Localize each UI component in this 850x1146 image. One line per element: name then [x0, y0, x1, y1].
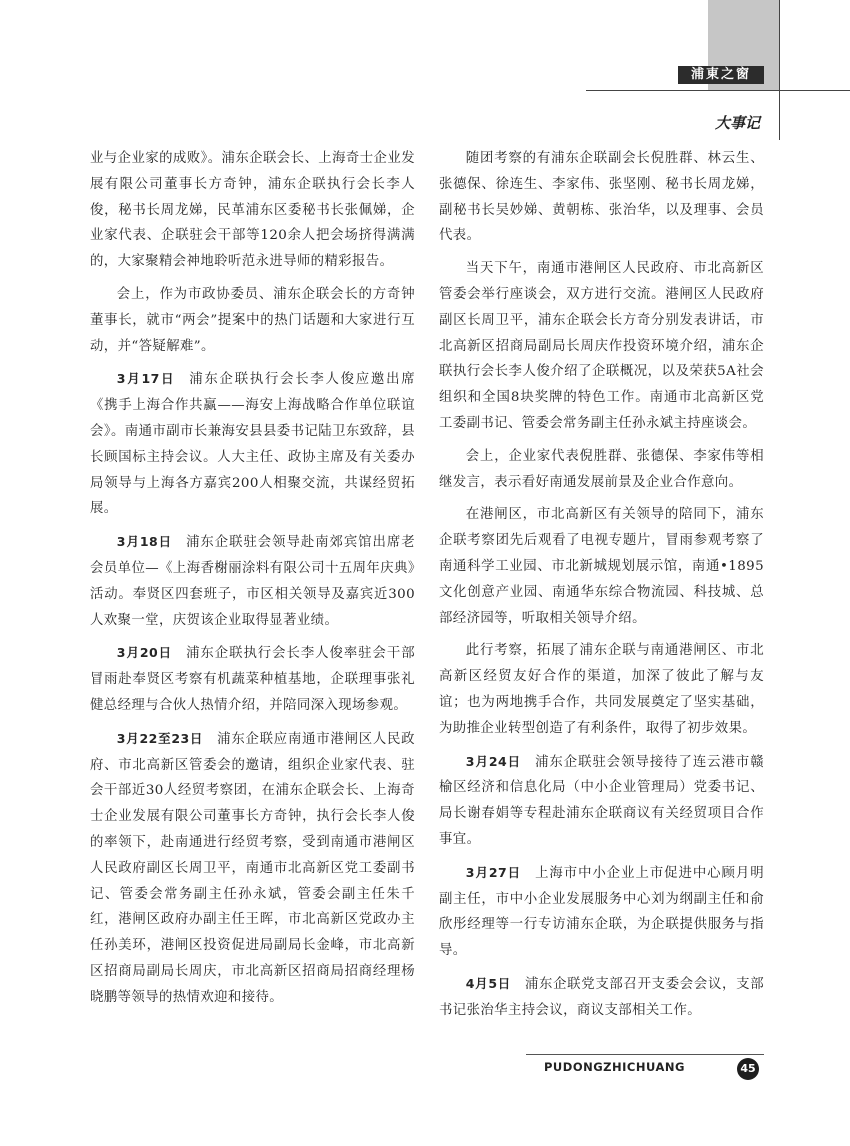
brand-logo: 浦東之窗: [678, 66, 764, 84]
event-paragraph: [90, 640, 415, 718]
event-date: 4月5日: [465, 975, 511, 991]
paragraph-text: 浦东企联应南通市港闸区人民政府、市北高新区管委会的邀请，组织企业家代表、驻会干部近30人经贸考察团，在浦东企联会长、上海奇士企业发展有限公司董事长方奇钟，执行会长李人俊的率领下，赴南通进行经贸考察，受到南通市港闸区人民政府副区长周卫平，南通市北高新区党工委副书记、管委会常务副主任孙永斌，管委会副主任朱千红，港闸区政府办副主任王晖，市北高新区党政办主任孙美环，港闸区投资促进局副局长金峰，市北高新区招商局副局长周庆，市北高新区招商局招商经理杨晓鹏等领导的热情欢迎和接待。: [90, 731, 415, 1005]
paragraph: [439, 638, 764, 741]
left-column: [90, 146, 415, 1018]
right-column: [439, 146, 764, 1031]
paragraph-text: 会上，作为市政协委员、浦东企联会长的方奇钟董事长，就市“两会”提案中的热门话题和大家进行互动，并“答疑解难”。: [90, 286, 415, 354]
paragraph: [439, 444, 764, 496]
event-paragraph: [90, 366, 415, 522]
paragraph: [90, 282, 415, 359]
event-paragraph: [90, 726, 415, 1011]
event-date: 3月27日: [465, 864, 522, 880]
paragraph-text: 此行考察，拓展了浦东企联与南通港闸区、市北高新区经贸友好合作的渠道，加深了彼此了解与友谊；也为两地携手合作，共同发展奠定了坚实基础，为助推企业转型创造了有利条件，取得了初步效果。: [439, 643, 764, 736]
magazine-name: PUDONGZHICHUANG: [544, 1060, 685, 1074]
paragraph: [439, 502, 764, 631]
paragraph-text: 浦东企联驻会领导赴南郊宾馆出席老会员单位—《上海香榭丽涂料有限公司十五周年庆典》活动。奉贤区四套班子，市区相关领导及嘉宾近300人欢聚一堂，庆贺该企业取得显著业绩。: [90, 535, 415, 628]
header-rule: [586, 90, 850, 91]
event-paragraph: [90, 529, 415, 633]
event-date: 3月17日: [116, 371, 176, 387]
event-date: 3月22至23日: [116, 730, 204, 746]
page-number: 45: [737, 1058, 759, 1080]
paragraph: [439, 256, 764, 437]
paragraph-text: 浦东企联执行会长李人俊率驻会干部冒雨赴奉贤区考察有机蔬菜种植基地，企联理事张礼健总经理与合伙人热情介绍，并陪同深入现场参观。: [90, 646, 415, 713]
paragraph-text: 当天下午，南通市港闸区人民政府、市北高新区管委会举行座谈会，双方进行交流。港闸区人民政府副区长周卫平，浦东企联会长方奇分别发表讲话，市北高新区招商局副局长周庆作投资环境介绍，浦东企联执行会长李人俊介绍了企联概况，以及荣获5A社会组织和全国8块奖牌的特色工作。南通市北高新区党工委副书记、管委会常务副主任孙永斌主持座谈会。: [439, 261, 764, 431]
paragraph-text: 浦东企联党支部召开支委会会议，支部书记张治华主持会议，商议支部相关工作。: [439, 976, 764, 1018]
paragraph-text: 会上，企业家代表倪胜群、张德保、李家伟等相继发言，表示看好南通发展前景及企业合作意向。: [439, 448, 764, 490]
paragraph-text: 业与企业家的成败》。浦东企联会长、上海奇士企业发展有限公司董事长方奇钟，浦东企联执行会长李人俊，秘书长周龙娣，民革浦东区委秘书长张佩娣，企业家代表、企联驻会干部等120余人把会场挤得满满的，大家聚精会神地聆听范永进导师的精彩报告。: [90, 151, 415, 270]
footer-rule: [526, 1054, 764, 1055]
event-date: 3月20日: [116, 645, 173, 661]
event-paragraph: [439, 971, 764, 1024]
event-date: 3月18日: [116, 534, 173, 550]
vertical-rule: [779, 0, 780, 140]
paragraph-text: 上海市中小企业上市促进中心顾月明副主任，市中小企业发展服务中心刘为纲副主任和俞欣彤经理等一行专访浦东企联，为企联提供服务与指导。: [439, 865, 764, 959]
paragraph-text: 随团考察的有浦东企联副会长倪胜群、林云生、张德保、徐连生、李家伟、张坚刚、秘书长周龙娣，副秘书长吴妙娣、黄朝栋、张治华，以及理事、会员代表。: [439, 151, 764, 244]
paragraph-text: 浦东企联执行会长李人俊应邀出席《携手上海合作共赢——海安上海战略合作单位联谊会》。南通市副市长兼海安县县委书记陆卫东致辞，县长顾国标主持会议。人大主任、政协主席及有关委办局领导与上海各方嘉宾200人相聚交流，共谋经贸拓展。: [90, 372, 416, 517]
section-title: 大事记: [714, 114, 760, 132]
event-paragraph: [439, 749, 764, 853]
paragraph: [90, 146, 415, 275]
paragraph-text: 在港闸区，市北高新区有关领导的陪同下，浦东企联考察团先后观看了电视专题片，冒雨参观考察了南通科学工业园、市北新城规划展示馆，南通•1895文化创意产业园、南通华东综合物流园、科技城、总部经济园等，听取相关领导介绍。: [439, 507, 764, 626]
event-paragraph: [439, 860, 764, 964]
event-date: 3月24日: [465, 753, 522, 769]
paragraph: [439, 146, 764, 249]
paragraph-text: 浦东企联驻会领导接待了连云港市赣榆区经济和信息化局（中小企业管理局）党委书记、局长谢春娟等专程赴浦东企联商议有关经贸项目合作事宜。: [439, 754, 764, 847]
